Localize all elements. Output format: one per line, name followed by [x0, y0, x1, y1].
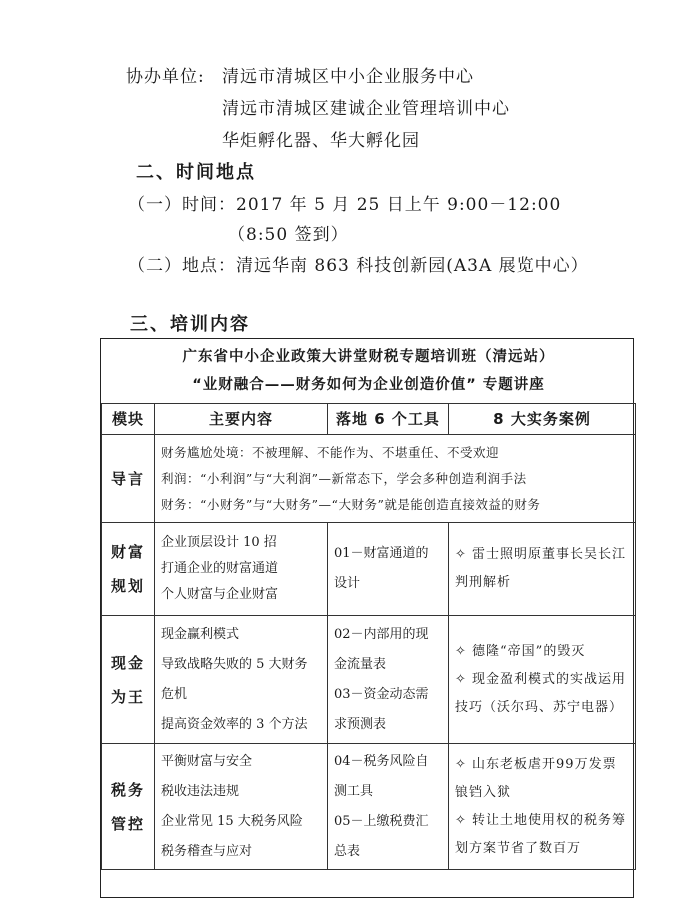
- tax-content: [155, 744, 328, 870]
- co-organizer-2: 清远市清城区建诚企业管理培训中心: [222, 99, 510, 119]
- wealth-tools: [328, 523, 449, 616]
- cash-tool-4: 求预测表: [334, 716, 387, 732]
- header-content: 主要内容: [155, 404, 328, 435]
- module-tax-line-1: 税务: [110, 780, 145, 799]
- module-wealth-line-2: 规划: [110, 577, 145, 595]
- header-cases: 8 大实务案例: [449, 404, 636, 435]
- tax-tool-3: 05－上缴税费汇: [334, 813, 429, 829]
- module-tax-line-2: 管控: [110, 814, 145, 833]
- tax-content-4: 税务稽查与应对: [161, 843, 253, 859]
- wealth-tool-1: 01－财富通道的: [334, 546, 429, 561]
- intro-line-3: 财务：“小财务”与“大财务”—“大财务”就是能创造直接效益的财务: [161, 496, 541, 512]
- table-row-wealth: [102, 523, 636, 616]
- tax-case-2: ✧ 转让土地使用权的税务筹划方案节省了数百万: [455, 812, 627, 856]
- cash-content-3: 危机: [161, 686, 188, 702]
- module-wealth: [102, 523, 155, 616]
- module-cash-line-1: 现金: [110, 653, 145, 672]
- tax-content-3: 企业常见 15 大税务风险: [161, 813, 303, 829]
- tax-tool-4: 总表: [334, 843, 361, 859]
- cash-content-2: 导致战略失败的 5 大财务: [161, 656, 308, 672]
- cash-tool-1: 02－内部用的现: [334, 626, 429, 642]
- cash-content-1: 现金赢利模式: [161, 626, 240, 642]
- table-title-line-2: “业财融合——财务如何为企业创造价值” 专题讲座: [192, 377, 545, 393]
- header-tools: 落地 6 个工具: [328, 404, 449, 435]
- cash-case-1: ✧ 德隆“帝国”的毁灭: [455, 643, 586, 659]
- intro-line-1: 财务尴尬处境：不被理解、不能作为、不堪重任、不受欢迎: [161, 444, 500, 460]
- module-tax: [102, 744, 155, 870]
- wealth-content-1: 企业顶层设计 10 招: [161, 535, 277, 550]
- tax-tool-2: 测工具: [334, 783, 374, 799]
- wealth-tool-2: 设计: [334, 576, 361, 591]
- cash-content-4: 提高资金效率的 3 个方法: [161, 716, 308, 732]
- cash-case-2: ✧ 现金盈利模式的实战运用技巧（沃尔玛、苏宁电器）: [455, 671, 627, 715]
- table-row-intro: [102, 435, 636, 523]
- section-2-title: 二、时间地点: [136, 162, 256, 183]
- cash-tool-2: 金流量表: [334, 656, 387, 672]
- training-table: [100, 338, 634, 898]
- module-cash: [102, 616, 155, 744]
- cash-content: [155, 616, 328, 744]
- co-organizer-label: 协办单位:: [126, 67, 205, 87]
- cash-tool-3: 03－资金动态需: [334, 686, 429, 702]
- module-wealth-line-1: 财富: [110, 543, 145, 561]
- module-intro: 导言: [102, 435, 155, 523]
- wealth-content: [155, 523, 328, 616]
- co-organizer-3: 华炬孵化器、华大孵化园: [222, 131, 420, 151]
- tax-content-2: 税收违法违规: [161, 783, 240, 799]
- wealth-content-3: 个人财富与企业财富: [161, 587, 279, 602]
- table-title-line-1: 广东省中小企业政策大讲堂财税专题培训班（清远站）: [182, 349, 555, 365]
- place-line: （二）地点：清远华南 863 科技创新园(A3A 展览中心）: [128, 256, 589, 276]
- tax-case-1: ✧ 山东老板虐开99万发票锒铛入狱: [455, 756, 617, 800]
- intro-line-2: 利润：“小利润”与“大利润”—新常态下，学会多种创造利润手法: [161, 470, 527, 486]
- cash-tools: [328, 616, 449, 744]
- table-row-tax: [102, 744, 636, 870]
- tax-tools: [328, 744, 449, 870]
- tax-content-1: 平衡财富与安全: [161, 753, 253, 769]
- section-3-title: 三、培训内容: [130, 314, 250, 335]
- co-organizer-1: 清远市清城区中小企业服务中心: [222, 67, 474, 87]
- checkin-line: （8:50 签到）: [228, 225, 349, 245]
- table-title: [102, 339, 636, 404]
- tax-tool-1: 04－税务风险自: [334, 753, 429, 769]
- intro-content: [155, 435, 636, 523]
- time-line: （一）时间：2017 年 5 月 25 日上午 9:00－12:00: [128, 195, 562, 215]
- tax-cases: [449, 744, 636, 870]
- header-module: 模块: [102, 404, 155, 435]
- table-row-cash: [102, 616, 636, 744]
- wealth-content-2: 打通企业的财富通道: [161, 561, 279, 576]
- module-cash-line-2: 为王: [110, 687, 145, 706]
- cash-cases: [449, 616, 636, 744]
- wealth-cases: [449, 523, 636, 616]
- wealth-case-1: ✧ 雷士照明原董事长吴长江判刑解析: [455, 547, 627, 590]
